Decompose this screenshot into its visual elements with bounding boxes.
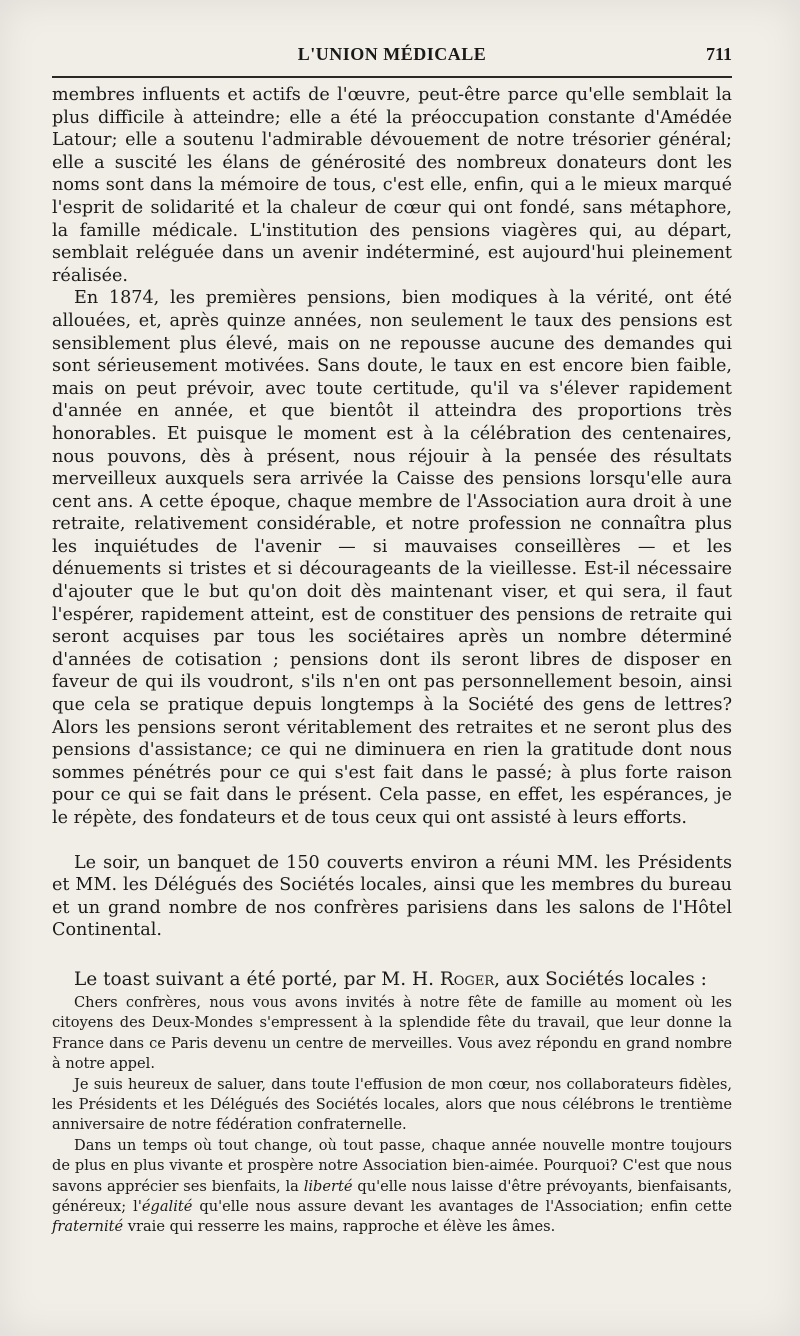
header-rule (52, 76, 732, 78)
emphasis-liberte: liberté (303, 1177, 353, 1195)
speech-text: qu'elle nous laisse d'être prévoyants, bienfaisants, généreux; l' (52, 1177, 732, 1216)
running-header (52, 44, 732, 72)
paragraph-continuation: membres influents et actifs de l'œuvre, peut-être parce qu'elle semblait la plus difficile à atteindre; elle a été la préoccupation constante d'Amédée Latour; elle a soutenu l'admirable dévouement de notre trésorier général; elle a suscité les élans de générosité des nombreux donateurs dont les noms sont dans la mémoire de tous, c'est elle, enfin, qui a le mieux marqué l'esprit de solidarité et la chaleur de cœur qui ont fondé, sans métaphore, la famille médicale. L'institution des pensions viagères qui, au départ, semblait reléguée dans un avenir indéterminé, est aujourd'hui pleinement réalisée. (52, 85, 732, 286)
article-body (52, 84, 732, 1238)
speech-text: qu'elle nous assure devant les avantages de l'Association; enfin cette (192, 1198, 732, 1216)
speech-paragraph-1: Chers confrères, nous vous avons invités à notre fête de famille au moment où les citoyens des Deux-Mondes s'empressent à la splendide fête du travail, que leur donne la France dans ce Paris devenu un centre de merveilles. Vous avez répondu en grand nombre à notre appel. (52, 993, 732, 1073)
emphasis-egalite: égalité (141, 1198, 193, 1216)
speech-paragraph-2: Je suis heureux de saluer, dans toute l'effusion de mon cœur, nos collaborateurs fidèles, les Présidents et les Délégués des Sociétés locales, alors que nous célébrons le trentième anniversaire de notre fédération confraternelle. (52, 1075, 732, 1134)
toast-speech (52, 993, 732, 1238)
toast-heading-text: Le toast suivant a été porté, par M. H. (74, 968, 440, 990)
speech-text: Dans un temps où tout change, où tout passe, chaque année nouvelle montre toujours de plus en plus vivante et prospère notre Association bien-aimée. Pourquoi? C'est que nous savons apprécier ses bienfaits, la (52, 1136, 732, 1195)
paragraph-pensions: En 1874, les premières pensions, bien modiques à la vérité, ont été allouées, et, après quinze années, non seulement le taux des pensions est sensiblement plus élevé, mais on ne repousse aucune des demandes qui sont sérieusement motivées. Sans doute, le taux en est encore bien faible, mais on peut prévoir, avec toute certitude, qu'il va s'élever rapidement d'année en année, et que bientôt il atteindra des proportions très honorables. Et puisque le moment est à la célébration des centenaires, nous pouvons, dès à présent, nous réjouir à la pensée des résultats merveilleux auxquels sera arrivée la Caisse des pensions lorsqu'elle aura cent ans. A cette époque, chaque membre de l'Association aura droit à une retraite, relativement considérable, et notre profession ne connaîtra plus les inquiétudes de l'avenir — si mauvaises conseillères — et les dénuements si tristes et si décourageants de la vieillesse. Est-il nécessaire d'ajouter que le but qu'on doit dès maintenant viser, et qui sera, il faut l'espérer, rapidement atteint, est de constituer des pensions de retraite qui seront acquises par tous les sociétaires après un nombre déterminé d'années de cotisation ; pensions dont ils seront libres de disposer en faveur de qui ils voudront, s'ils n'en ont pas personnellement besoin, ainsi que cela se pratique depuis longtemps à la Société des gens de lettres? Alors les pensions seront véritablement des retraites et ne seront plus des pensions d'assistance; ce qui ne diminuera en rien la gratitude dont nous sommes pénétrés pour ce qui s'est fait dans le passé; à plus forte raison pour ce qui se fait dans le présent. Cela passe, en effet, les espérances, je le répète, des fondateurs et de tous ceux qui ont assisté à leurs efforts. (52, 288, 732, 828)
paragraph-banquet: Le soir, un banquet de 150 couverts environ a réuni MM. les Présidents et MM. les Délégués des Sociétés locales, ainsi que les membres du bureau et un grand nombre de nos confrères parisiens dans les salons de l'Hôtel Continental. (52, 852, 732, 941)
speaker-name: Roger (439, 968, 495, 990)
journal-title: L'UNION MÉDICALE (297, 44, 487, 64)
emphasis-fraternite: fraternité (52, 1218, 124, 1236)
page-number: 711 (705, 44, 732, 64)
speech-paragraph-3 (52, 1136, 732, 1238)
toast-heading (52, 968, 732, 991)
speech-text: vraie qui resserre les mains, rapproche et élève les âmes. (123, 1218, 556, 1236)
toast-heading-end: , aux Sociétés locales : (494, 968, 707, 990)
